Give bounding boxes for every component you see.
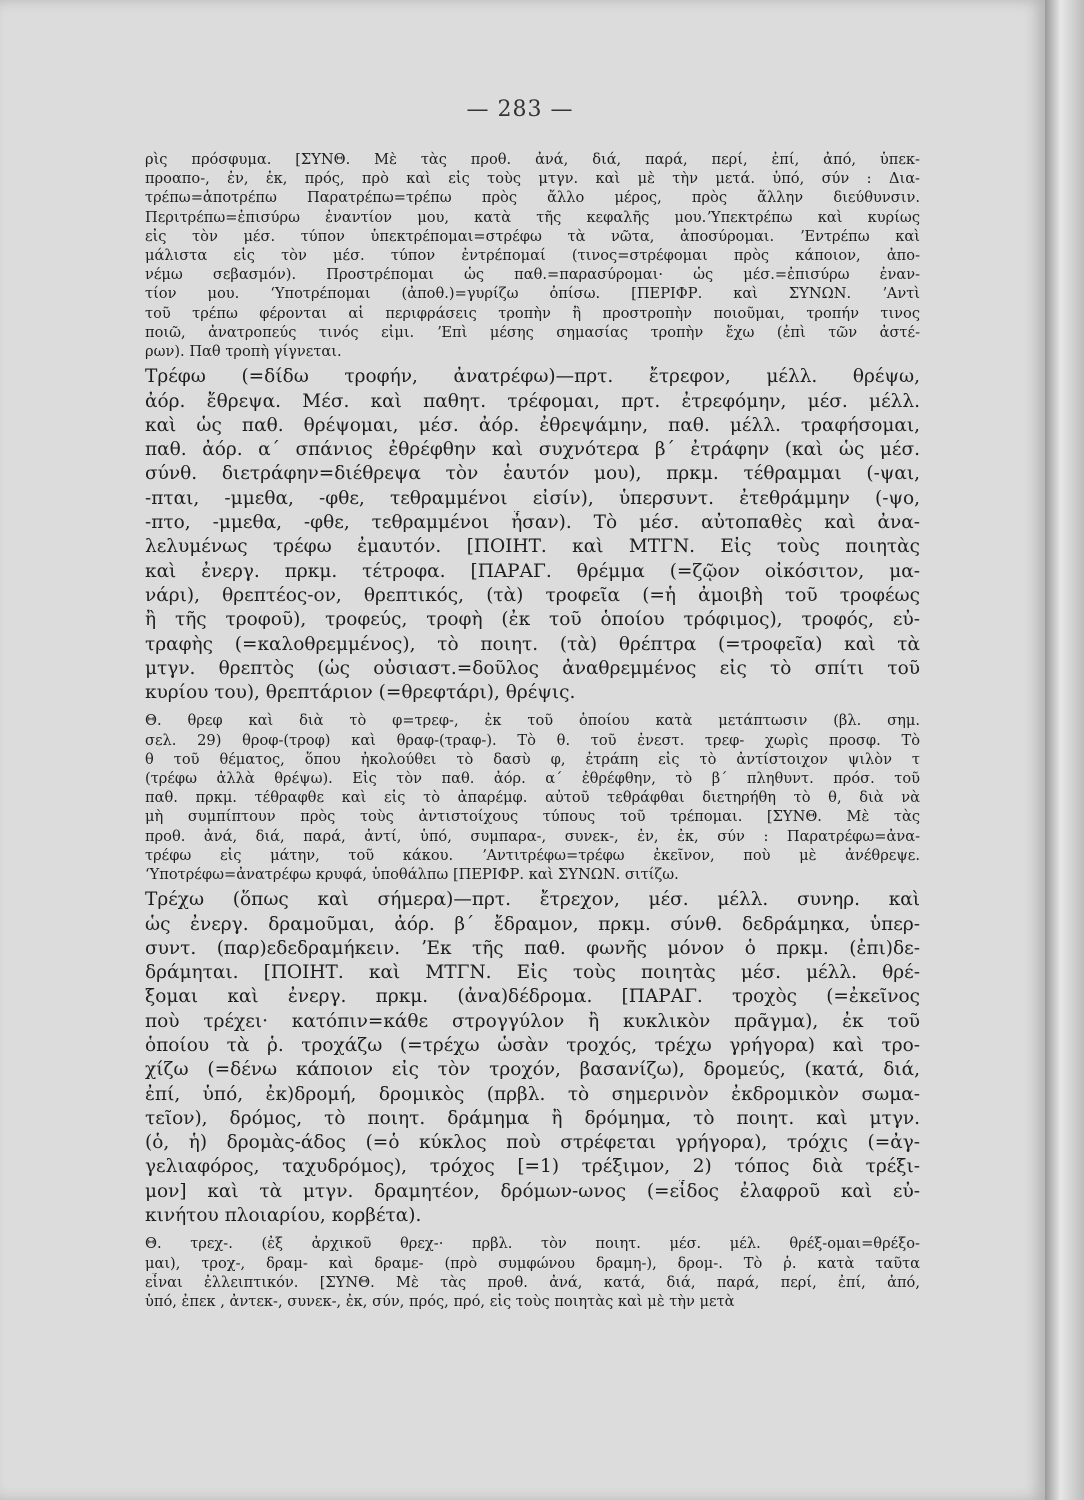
text-line: λελυμένως τρέφω ἐμαυτόν. [ΠΟΙΗΤ. καὶ ΜΤΓΝ. Εἰς τοὺς ποιητὰς [145,536,920,558]
text-line: τρέπω=ἀποτρέπω Παρατρέπω=τρέπω πρὸς ἄλλο μέρος, πρὸς ἄλλην διεύθυνσιν. [145,189,920,207]
text-line: Θ. θρεφ καὶ διὰ τὸ φ=τρεφ-, ἐκ τοῦ ὁποίου κατὰ μετάπτωσιν (βλ. σημ. [145,712,920,730]
text-line: γελιαφόρος, ταχυδρόμος), τρόχος [=1) τρέξιμον, 2) τόπος διὰ τρέξι- [145,1156,920,1178]
text-line: ὑπό, ἐπεκ , ἀντεκ-, συνεκ-, ἐκ, σύν, πρός, πρό, εἰς τοὺς ποιητὰς καὶ μὲ τὴν μετὰ [145,1292,735,1310]
text-line: ποὺ τρέχει· κατόπιν=κάθε στρογγύλον ἢ κυκλικὸν πρᾶγμα), ἐκ τοῦ [145,1010,920,1032]
page-text [145,150,920,1311]
text-line: παθ. ἀόρ. α΄ σπάνιος ἐθρέφθην καὶ συχνότερα β΄ ἐτράφην (καὶ ὡς μέσ. [145,439,920,461]
text-line: εἰς τὸν μέσ. τύπον ὑπεκτρέπομαι=στρέφω τὰ νῶτα, ἀποσύρομαι. ʼΕντρέπω καὶ [145,227,920,245]
text-line: τίον μου. ʻΥποτρέπομαι (ἀποθ.)=γυρίζω ὀπίσω. [ΠΕΡΙΦΡ. καὶ ΣΥΝΩΝ. ʼΑντὶ [145,285,920,303]
text-line: τραφὴς (=καλοθρεμμένος), τὸ ποιητ. (τὰ) θρέπτρα (=τροφεῖα) καὶ τὰ [145,633,920,655]
text-line: χίζω (=δένω κάποιον εἰς τὸν τροχόν, βασανίζω), δρομεύς, (κατά, διά, [145,1059,920,1081]
text-line: μον] καὶ τὰ μτγν. δραμητέον, δρόμων-ωνος (=εἶδος ἐλαφροῦ καὶ εὐ- [145,1180,920,1202]
text-line: Περιτρέπω=ἐπισύρω ἐναντίον μου, κατὰ τῆς κεφαλῆς μου.ʼΥπεκτρέπω καὶ κυρίως [145,208,920,226]
text-line: μτγν. θρεπτὸς (ὡς οὐσιαστ.=δοῦλος ἀναθρεμμένος εἰς τὸ σπίτι τοῦ [145,657,920,679]
text-line: νέμω σεβασμόν). Προστρέπομαι ὡς παθ.=παρασύρομαι· ὡς μέσ.=ἐπισύρω ἐναν- [145,266,920,284]
text-line: ρων). Παθ τροπὴ γίγνεται. [145,343,342,361]
text-line: (ὁ, ἡ) δρομὰς-άδος (=ὁ κύκλος ποὺ στρέφεται γρήγορα), τρόχις (=ἀγ- [145,1132,920,1154]
note-paragraph [145,711,920,884]
note-paragraph [145,150,920,361]
text-line: δράμηται. [ΠΟΙΗΤ. καὶ ΜΤΓΝ. Εἰς τοὺς ποιητὰς μέσ. μέλλ. θρέ- [145,962,920,984]
text-line: κινήτου πλοιαρίου, κορβέτα). [145,1205,422,1227]
text-line: ἢ τῆς τροφοῦ), τροφεύς, τροφὴ (ἐκ τοῦ ὁποίου τρόφιμος), τροφός, εὐ- [145,609,920,631]
text-line: ἀόρ. ἔθρεψα. Μέσ. καὶ παθητ. τρέφομαι, πρτ. ἐτρεφόμην, μέσ. μέλλ. [145,390,920,412]
page-edge [1045,0,1084,1500]
text-line: Θ. τρεχ-. (ἐξ ἀρχικοῦ θρεχ-· πρβλ. τὸν ποιητ. μέσ. μέλ. θρέξ-ομαι=θρέξο- [145,1235,920,1253]
text-line: ποιῶ, ἀνατροπεύς τινός εἰμι. ʼΕπὶ μέσης σημασίας τροπὴν ἔχω (ἐπὶ τῶν ἀστέ- [145,323,920,341]
text-line: συντ. (παρ)εδεδραμήκειν. ʼΕκ τῆς παθ. φωνῆς μόνον ὁ πρκμ. (ἐπι)δε- [145,937,920,959]
text-line: θ τοῦ θέματος, ὅπου ἠκολούθει τὸ δασὺ φ, ἐτράπη εἰς τὸ ἀντίστοιχον ψιλὸν τ [145,750,920,768]
entry-paragraph [145,888,920,1228]
text-line: Τρέχω (ὅπως καὶ σήμερα)—πρτ. ἔτρεχον, μέσ. μέλλ. συνηρ. καὶ [145,889,920,911]
text-line: μάλιστα εἰς τὸν μέσ. τύπον ἐντρέπομαί (τινος=στρέφομαι πρὸς κάποιον, ἀπο- [145,247,920,265]
text-line: νάρι), θρεπτέος-ον, θρεπτικός, (τὰ) τροφεῖα (=ἡ ἀμοιβὴ τοῦ τροφέως [145,584,920,606]
page-number: — 283 — [466,97,574,122]
text-line: καὶ ὡς παθ. θρέψομαι, μέσ. ἀόρ. ἐθρεψάμην, παθ. μέλλ. τραφήσομαι, [145,414,920,436]
text-line: τοῦ τρέπω φέρονται αἱ περιφράσεις τροπὴν ἢ προστροπὴν ποιοῦμαι, τροπήν τινος [145,304,920,322]
text-line: τεῖον), δρόμος, τὸ ποιητ. δράμημα ἢ δρόμημα, τὸ ποιητ. καὶ μτγν. [145,1107,920,1129]
text-line: ὁποίου τὰ ῥ. τροχάζω (=τρέχω ὡσὰν τροχός, τρέχω γρήγορα) καὶ τρο- [145,1035,920,1056]
text-line: ρὶς πρόσφυμα. [ΣΥΝΘ. Μὲ τὰς προθ. ἀνά, διά, παρά, περί, ἐπί, ἀπό, ὑπεκ- [145,151,920,168]
text-line: ἐπί, ὑπό, ἐκ)δρομή, δρομικὸς (πρβλ. τὸ σημερινὸν ἐκδρομικὸν σωμα- [145,1083,920,1105]
text-line: εἶναι ἐλλειπτικόν. [ΣΥΝΘ. Μὲ τὰς προθ. ἀνά, κατά, διά, παρά, περί, ἐπί, ἀπό, [145,1273,920,1291]
text-line: μαι), τροχ-, δραμ- καὶ δραμε- (πρὸ συμφώνου δραμη-), δρομ-. Τὸ ῥ. κατὰ ταῦτα [145,1254,920,1272]
text-line: μὴ συμπίπτουν πρὸς τοὺς ἀντιστοίχους τύπους τοῦ τρέπομαι. [ΣΥΝΘ. Μὲ τὰς [145,808,920,826]
text-line: ξομαι καὶ ἐνεργ. πρκμ. (ἀνα)δέδρομα. [ΠΑΡΑΓ. τροχὸς (=ἐκεῖνος [145,986,920,1008]
text-line: σύνθ. διετράφην=διέθρεψα τὸν ἑαυτόν μου), πρκμ. τέθραμμαι (-ψαι, [145,463,920,485]
text-line: καὶ ἐνεργ. πρκμ. τέτροφα. [ΠΑΡΑΓ. θρέμμα (=ζῷον οἰκόσιτον, μα- [145,560,920,582]
entry-paragraph [145,365,920,705]
note-paragraph [145,1234,920,1311]
text-line: προαπο-, ἐν, ἐκ, πρός, πρὸ καὶ εἰς τοὺς μτγν. καὶ μὲ τὴν μετά. ὑπό, σύν : Δια- [145,170,920,188]
text-line: παθ. πρκμ. τέθραφθε καὶ εἰς τὸ ἀπαρέμφ. αὐτοῦ τεθράφθαι διετηρήθη τὸ θ, διὰ νὰ [145,789,920,807]
text-line: -πται, -μμεθα, -φθε, τεθραμμένοι εἰσίν), ὑπερσυντ. ἐτεθράμμην (-ψο, [145,487,920,509]
text-line: κυρίου του), θρεπτάριον (=θρεφτάρι), θρέψις. [145,682,576,704]
text-line: σελ. 29) θροφ-(τροφ) καὶ θραφ-(τραφ-). Τὸ θ. τοῦ ἐνεστ. τρεφ- χωρὶς προσφ. Τὸ [145,731,920,749]
text-line: προθ. ἀνά, διά, παρά, ἀντί, ὑπό, συμπαρα-, συνεκ-, ἐν, ἐκ, σύν : Παρατρέφω=ἀνα- [145,827,920,845]
text-line: ʻΥποτρέφω=ἀνατρέφω κρυφά, ὑποθάλπω [ΠΕΡΙΦΡ. καὶ ΣΥΝΩΝ. σιτίζω. [145,866,679,884]
text-line: -πτο, -μμεθα, -φθε, τεθραμμένοι ἦσαν). Τὸ μέσ. αὐτοπαθὲς καὶ ἀνα- [145,512,920,534]
text-line: ὡς ἐνεργ. δραμοῦμαι, ἀόρ. β΄ ἔδραμον, πρκμ. σύνθ. δεδράμηκα, ὑπερ- [145,913,920,935]
text-line: (τρέφω ἀλλὰ θρέψω). Εἰς τὸν παθ. ἀόρ. α΄ ἐθρέφθην, τὸ β΄ πληθυντ. πρόσ. τοῦ [145,770,920,787]
text-line: τρέφω εἰς μάτην, τοῦ κάκου. ʼΑντιτρέφω=τρέφω ἐκεῖνον, ποὺ μὲ ἀνέθρεψε. [145,846,920,864]
text-line: Τρέφω (=δίδω τροφήν, ἀνατρέφω)—πρτ. ἔτρεφον, μέλλ. θρέψω, [145,366,920,388]
